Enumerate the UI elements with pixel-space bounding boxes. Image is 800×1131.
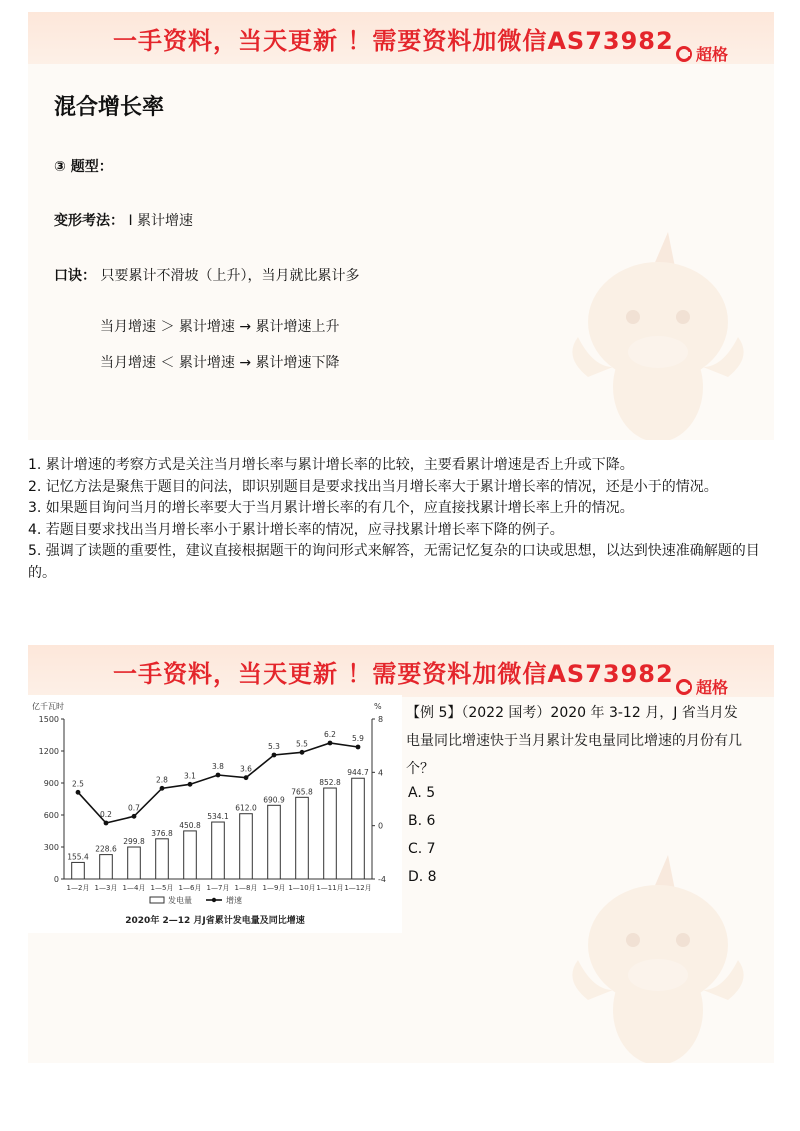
slide-2 [28, 645, 774, 1063]
growth-point [272, 753, 277, 758]
option-d[interactable]: D. 8 [408, 869, 437, 885]
bar-label: 690.9 [263, 795, 285, 805]
logo [676, 675, 728, 698]
chart-container [28, 695, 402, 933]
left-tick-label: 1500 [38, 715, 59, 724]
notes [28, 455, 776, 584]
bar [100, 855, 113, 879]
growth-label: 5.9 [352, 734, 364, 743]
x-tick-label: 1—5月 [150, 884, 174, 892]
slide-1 [28, 12, 774, 440]
right-axis-unit: % [374, 702, 382, 711]
right-tick-label: 8 [378, 715, 384, 724]
bar [156, 839, 169, 879]
note-3: 3. 如果题目询问当月的增长率要大于当月累计增长率的有几个，应直接找累计增长率上升的情况。 [28, 500, 634, 516]
growth-label: 3.8 [212, 762, 224, 771]
legend-bar-swatch [150, 897, 164, 903]
growth-point [188, 782, 193, 787]
growth-label: 5.3 [268, 742, 280, 751]
x-tick-label: 1—2月 [66, 884, 90, 892]
growth-point [104, 821, 109, 826]
left-axis-unit: 亿千瓦时 [32, 702, 64, 711]
bar-label: 534.1 [207, 812, 229, 822]
right-tick-label: -4 [378, 875, 386, 884]
growth-label: 0.7 [128, 803, 140, 813]
variant-text: Ⅰ 累计增速 [128, 213, 194, 229]
power-generation-chart [28, 695, 402, 933]
logo-text: 超格 [695, 45, 728, 64]
left-tick-label: 900 [43, 779, 59, 788]
tip-text: 只要累计不滑坡（上升），当月就比累计多 [100, 268, 360, 284]
top-banner [28, 645, 774, 697]
bar-label: 450.8 [179, 820, 201, 830]
option-c[interactable]: C. 7 [408, 841, 436, 857]
note-2: 2. 记忆方法是聚焦于题目的问法，即识别题目是要求找出当月增长率大于累计增长率的情况，还是小于的情况。 [28, 478, 718, 495]
bar [72, 862, 85, 879]
subtitle: ③ 题型： [54, 159, 113, 175]
rule-rise: 当月增速 ＞ 累计增速 → 累计增速上升 [100, 319, 340, 335]
right-tick-label: 0 [378, 821, 384, 831]
growth-point [244, 775, 249, 780]
banner-text: 一手资料，当天更新 ！需要资料加微信AS73982 [113, 27, 674, 55]
growth-label: 2.8 [156, 775, 168, 785]
note-5: 5. 强调了读题的重要性，建议直接根据题干的询问形式来解答，无需记忆复杂的口诀或思想，以达到快速准确解题的目的。 [28, 543, 760, 581]
bar [240, 814, 253, 879]
logo [676, 42, 728, 65]
growth-label: 5.5 [296, 739, 308, 749]
bar-label: 612.0 [235, 803, 257, 813]
x-tick-label: 1—8月 [234, 884, 258, 892]
bar [184, 831, 197, 879]
growth-label: 3.1 [184, 771, 196, 781]
bar [324, 788, 337, 879]
x-tick-label: 1—7月 [206, 884, 230, 892]
tip-label: 口诀： [54, 268, 96, 284]
tip-line [54, 265, 359, 285]
growth-label: 3.6 [240, 764, 252, 774]
chart-title: 2020年 2—12 月J省累计发电量及同比增速 [125, 916, 305, 926]
x-tick-label: 1—3月 [94, 884, 118, 892]
variant-line [54, 210, 193, 230]
bar [212, 822, 225, 879]
growth-point [300, 750, 305, 755]
growth-point [216, 773, 221, 778]
x-tick-label: 1—10月 [288, 884, 316, 892]
unicorn-watermark-icon [558, 850, 758, 1063]
bar [128, 847, 141, 879]
bar [268, 805, 281, 879]
unicorn-watermark-icon [558, 227, 758, 440]
growth-point [356, 745, 361, 750]
right-tick-label: 4 [378, 768, 384, 778]
note-4: 4. 若题目要求找出当月增长率小于累计增长率的情况，应寻找累计增长率下降的例子。 [28, 521, 564, 538]
legend-line-label: 增速 [226, 896, 242, 905]
logo-icon [676, 679, 692, 695]
left-tick-label: 1200 [38, 747, 59, 756]
growth-label: 6.2 [324, 730, 336, 739]
bar-label: 944.7 [347, 768, 369, 778]
growth-point [132, 814, 137, 819]
banner-text: 一手资料，当天更新 ！需要资料加微信AS73982 [113, 660, 674, 688]
logo-text: 超格 [695, 678, 728, 697]
question-text: 【例 5】（2022 国考）2020 年 3-12 月，J 省当月发电量同比增速快于当月累计发电量同比增速的月份有几个？ [406, 705, 742, 777]
bar [352, 778, 365, 879]
growth-label: 2.5 [72, 779, 84, 789]
bar-label: 155.4 [67, 852, 89, 862]
growth-line [78, 743, 358, 823]
left-tick-label: 600 [43, 811, 59, 820]
x-tick-label: 1—12月 [344, 884, 372, 892]
x-tick-label: 1—9月 [262, 884, 286, 892]
slide-title: 混合增长率 [54, 95, 165, 120]
bar-label: 852.8 [319, 778, 341, 788]
legend-line-marker [212, 898, 216, 902]
legend-bar-label: 发电量 [168, 896, 192, 905]
variant-label: 变形考法： [54, 213, 124, 229]
rule-fall: 当月增速 ＜ 累计增速 → 累计增速下降 [100, 355, 340, 371]
growth-point [160, 786, 165, 791]
note-1: 1. 累计增速的考察方式是关注当月增长率与累计增长率的比较，主要看累计增速是否上升或下降。 [28, 457, 634, 473]
x-tick-label: 1—6月 [178, 884, 202, 892]
bar [296, 797, 309, 879]
left-tick-label: 300 [43, 843, 59, 852]
option-a[interactable]: A. 5 [408, 785, 436, 801]
bar-label: 376.8 [151, 828, 173, 838]
growth-point [328, 741, 333, 746]
bar-label: 228.6 [95, 844, 117, 854]
growth-label: 0.2 [100, 810, 112, 819]
x-tick-label: 1—11月 [316, 884, 344, 892]
option-b[interactable]: B. 6 [408, 813, 436, 829]
bar-label: 299.8 [123, 837, 145, 847]
left-tick-label: 0 [53, 875, 59, 884]
growth-point [76, 790, 81, 795]
logo-icon [676, 46, 692, 62]
bar-label: 765.8 [291, 787, 313, 797]
top-banner [28, 12, 774, 64]
x-tick-label: 1—4月 [122, 884, 146, 892]
